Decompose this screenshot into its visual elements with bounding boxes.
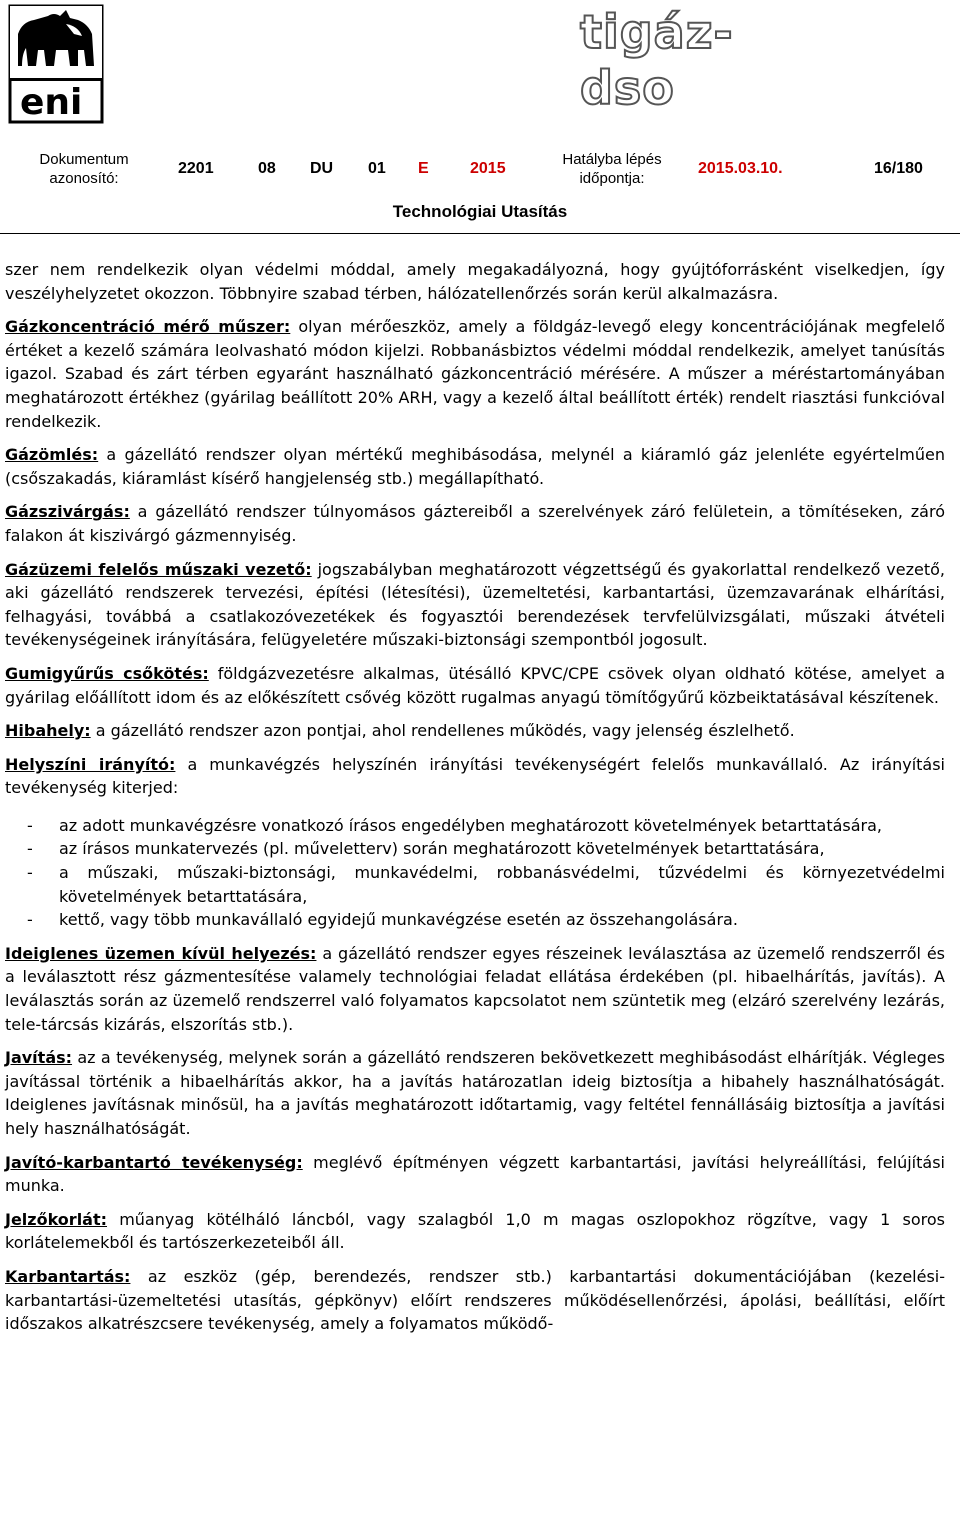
definition-text: műanyag kötélháló láncból, vagy szalagból 1,0 m magas oszlopokhoz rögzítve, vagy 1 soros korlátelemekből és tartószerkezeteiből áll. xyxy=(5,1209,945,1253)
list-item xyxy=(5,837,945,861)
definition-javito-karbantarto xyxy=(5,1151,945,1198)
definition-gazkoncentracio xyxy=(5,315,945,433)
definition-karbantartas xyxy=(5,1265,945,1336)
doc-id-part-1: 2201 xyxy=(178,160,214,177)
eni-logo-text: eni xyxy=(20,82,83,123)
effective-date: 2015.03.10. xyxy=(698,160,783,177)
paragraph xyxy=(5,258,945,305)
definition-hibahely xyxy=(5,719,945,743)
term: Karbantartás: xyxy=(5,1266,131,1286)
list-marker: - xyxy=(27,815,33,835)
list-item xyxy=(5,908,945,932)
header-divider xyxy=(0,233,960,234)
definition-text: az eszköz (gép, berendezés, rendszer stb.) karbantartási dokumentációjában (kezelési-karbantartási-üzemeltetési utasítás, gépkönyv) előírt rendszeres működésellenőrzési, ápolási, beállítási, előírt időszakos alkatrészcsere tevékenység, amely a folyamatos működő- xyxy=(5,1266,945,1334)
list-item xyxy=(5,861,945,908)
document-title: Technológiai Utasítás xyxy=(392,202,568,221)
term: Helyszíni irányító: xyxy=(5,754,176,774)
definition-text: olyan mérőeszköz, amely a földgáz-levegő elegy koncentrációjának megfelelő értéket a kezelő számára leolvasható módon kijelzi. Robbanásbiztos védelmi móddal rendelkezik, amelyet tanúsítás igazol. Szabad és zárt térben egyaránt használható gázkoncentráció mérésére. A műszer a méréstartományában meghatározott értékhez (gyárilag beállított 20% ARH, vagy a kezelő által beállított érték) rendelt riasztási funkcióval rendelkezik. xyxy=(5,317,945,431)
term: Hibahely: xyxy=(5,721,91,741)
term: Gumigyűrűs csőkötés: xyxy=(5,663,209,683)
definition-gazuzemi-vezeto xyxy=(5,558,945,652)
definition-jelzokorlat xyxy=(5,1208,945,1255)
definition-text: földgázvezetésre alkalmas, ütésálló KPVC/CPE csövek olyan oldható kötése, amelyet a gyárilag előállított idom és az előkészített csővég között rugalmas anyagú tömítőgyűrű közbeiktatásával készítenek. xyxy=(5,663,945,707)
page-number: 16/180 xyxy=(874,160,923,177)
doc-id-part-6: 2015 xyxy=(470,160,506,177)
effective-date-label: Hatályba lépés időpontja: xyxy=(562,151,662,187)
list-item-text: az adott munkavégzésre vonatkozó írásos engedélyben meghatározott követelmények betarttatására, xyxy=(59,815,882,835)
definition-gumigyurus-csokotes xyxy=(5,662,945,709)
definition-text: az a tevékenység, melynek során a gázellátó rendszeren bekövetkezett meghibásodást elhárítják. Végleges javítással történik a hibaelhárítás akkor, ha a javítás határozatlan ideig biztosítja a hibahely használhatóságát. Ideiglenes javításnak minősül, ha a javítás meghatározott időtartamig, vagy feltétel fennállásáig biztosítja a javítási hely használhatóságát. xyxy=(5,1048,945,1138)
definition-gazszivargas xyxy=(5,500,945,547)
list-marker: - xyxy=(27,863,33,883)
document-body xyxy=(5,258,945,1346)
eni-logo xyxy=(8,4,104,124)
term: Gázszivárgás: xyxy=(5,502,130,522)
definition-javitas xyxy=(5,1046,945,1140)
term: Jelzőkorlát: xyxy=(5,1209,108,1229)
definition-helyszini-iranyito xyxy=(5,753,945,800)
definition-text: meglévő építményen végzett karbantartási, javítási helyreállítási, felújítási munka. xyxy=(5,1152,945,1196)
doc-id-part-4: 01 xyxy=(368,160,386,177)
definition-gazomles xyxy=(5,443,945,490)
definition-ideiglenes-uzemen-kivul xyxy=(5,942,945,1036)
definition-text: a gázellátó rendszer azon pontjai, ahol rendellenes működés, vagy jelenség észlelhető. xyxy=(90,721,795,741)
list-marker: - xyxy=(27,839,33,859)
definition-text: a gázellátó rendszer olyan mértékű meghibásodása, melynél a kiáramló gáz jelenléte egyértelműen (csőszakadás, kiáramlást kísérő hangjelenség stb.) megállapítható. xyxy=(5,445,945,488)
term: Gázkoncentráció mérő műszer: xyxy=(5,317,291,337)
list-item xyxy=(5,814,945,838)
list-item-text: az írásos munkatervezés (pl. műveletterv) során meghatározott követelmények betarttatására, xyxy=(59,839,825,859)
term: Gázüzemi felelős műszaki vezető: xyxy=(5,559,312,579)
paragraph-text: szer nem rendelkezik olyan védelmi móddal, amely megakadályozná, hogy gyújtóforrásként viselkedjen, így veszélyhelyzetet okozzon. Többnyire szabad térben, hálózatellenőrzés során kerül alkalmazásra. xyxy=(5,260,945,303)
tigaz-logo-text: tigáz-dso xyxy=(580,5,734,115)
doc-id-label: Dokumentum azonosító: xyxy=(39,151,129,187)
term: Javító-karbantartó tevékenység: xyxy=(5,1152,303,1172)
doc-id-part-3: DU xyxy=(310,160,334,177)
definition-text: a gázellátó rendszer egyes részeinek leválasztása az üzemelő rendszerről és a leválasztott rész gázmentesítése valamely technológiai feladat ellátása érdekében (pl. hibaelhárítás, javítás). A leválasztás során az üzemelő rendszerrel való folyamatos kapcsolatot nem szüntetik meg (elzáró szerelvény lezárás, tele-tárcsás kizárás, elszorítás stb.). xyxy=(5,943,946,1034)
definition-text: a gázellátó rendszer túlnyomásos gáztereiből a szerelvények záró felületein, a tömítéseken, záró falakon át kiszivárgó gázmennyiség. xyxy=(5,502,945,545)
doc-id-part-2: 08 xyxy=(258,160,276,177)
tigaz-dso-logo xyxy=(580,4,780,115)
activity-list xyxy=(5,814,945,932)
term: Ideiglenes üzemen kívül helyezés: xyxy=(5,943,317,963)
doc-id-part-5: E xyxy=(418,160,429,177)
definition-text: a munkavégzés helyszínén irányítási tevékenységért felelős munkavállaló. Az irányítási tevékenység kiterjed: xyxy=(5,754,946,798)
list-marker: - xyxy=(27,910,33,930)
list-item-text: a műszaki, műszaki-biztonsági, munkavédelmi, robbanásvédelmi, tűzvédelmi és környezetvédelmi követelmények betarttatására, xyxy=(59,863,945,906)
definition-text: jogszabályban meghatározott végzettségű és gyakorlattal rendelkező vezető, aki gázellátó rendszerek tervezési, építési (létesítési), üzemeltetési, karbantartási, üzemzavarának elhárítási, felhagyási, továbbá a csatlakozóvezetékek és fogyasztói berendezések tervfelülvizsgálati, műszaki átvételi tevékenységeinek irányítására, felügyeletére műszaki-biztonsági szempontból jogosult. xyxy=(5,559,946,650)
term: Javítás: xyxy=(5,1048,73,1068)
term: Gázömlés: xyxy=(5,445,99,465)
list-item-text: kettő, vagy több munkavállaló egyidejű munkavégzése esetén az összehangolására. xyxy=(59,910,738,930)
